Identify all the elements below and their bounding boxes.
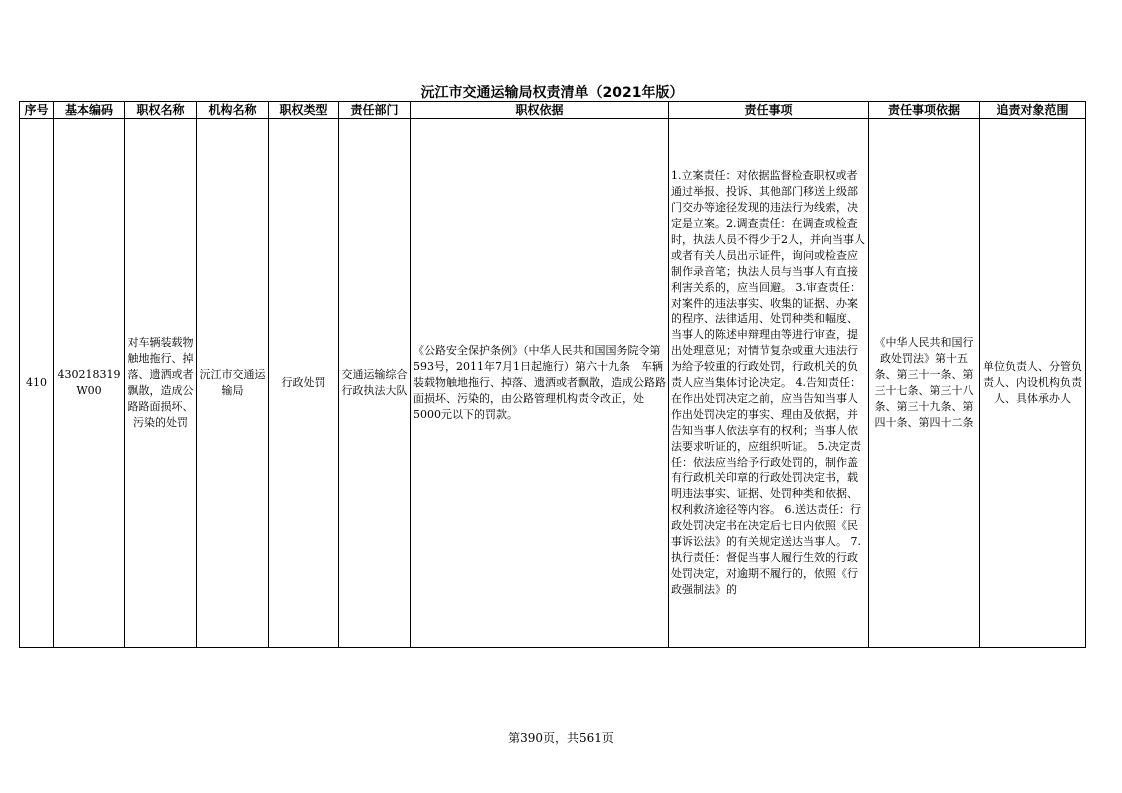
cell-code: 430218319W00 (54, 119, 125, 648)
header-index: 序号 (20, 102, 54, 119)
cell-department: 交通运输综合行政执法大队 (339, 119, 411, 648)
cell-agency: 沅江市交通运输局 (197, 119, 269, 648)
header-basis: 职权依据 (411, 102, 669, 119)
header-power-name: 职权名称 (125, 102, 197, 119)
table-row (20, 119, 1086, 648)
cell-power-name: 对车辆装载物触地拖行、掉落、遗洒或者飘散，造成公路路面损坏、污染的处罚 (125, 119, 197, 648)
cell-index: 410 (20, 119, 54, 648)
page-title: 沅江市交通运输局权责清单（2021年版） (420, 85, 684, 101)
header-agency: 机构名称 (197, 102, 269, 119)
cell-basis: 《公路安全保护条例》（中华人民共和国国务院令第593号，2011年7月1日起施行）第六十九条 车辆装载物触地拖行、掉落、遗洒或者飘散，造成公路路面损坏、污染的，由公路管理机构责令改正，处5000元以下的罚款。 (411, 119, 669, 648)
page-number: 第390页，共561页 (508, 731, 614, 745)
cell-duties: 1.立案责任：对依据监督检查职权或者通过举报、投诉、其他部门移送上级部门交办等途径发现的违法行为线索，决定是立案。2.调查责任：在调查或检查时，执法人员不得少于2人，并向当事人或者有关人员出示证件，询问或检查应制作录音笔；执法人员与当事人有直接利害关系的，应当回避。 3.审查责任：对案件的违法事实、收集的证据、办案的程序、法律适用、处罚种类和幅度、当事人的陈述申辩理由等进行审查，提出处理意见；对情节复杂或重大违法行为给予较重的行政处罚，行政机关的负责人应当集体讨论决定。 4.告知责任：在作出处罚决定之前，应当告知当事人作出处罚决定的事实、理由及依据，并告知当事人依法享有的权利；当事人依法要求听证的，应组织听证。 5.决定责任：依法应当给予行政处罚的，制作盖有行政机关印章的行政处罚决定书，载明违法事实、证据、处罚种类和依据、权利救济途径等内容。 6.送达责任：行政处罚决定书在决定后七日内依照《民事诉讼法》的有关规定送达当事人。 7.执行责任：督促当事人履行生效的行政处罚决定，对逾期不履行的，依照《行政强制法》的 (669, 119, 869, 648)
cell-power-type: 行政处罚 (269, 119, 339, 648)
responsibility-table (19, 101, 1086, 648)
header-power-type: 职权类型 (269, 102, 339, 119)
header-department: 责任部门 (339, 102, 411, 119)
header-duties: 责任事项 (669, 102, 869, 119)
header-duty-basis: 责任事项依据 (869, 102, 980, 119)
header-accountability: 追责对象范围 (980, 102, 1086, 119)
cell-duty-basis: 《中华人民共和国行政处罚法》第十五条、第三十一条、第三十七条、第三十八条、第三十九条、第四十条、第四十二条 (869, 119, 980, 648)
table-header-row (20, 102, 1086, 119)
cell-accountability: 单位负责人、分管负责人、内设机构负责人、具体承办人 (980, 119, 1086, 648)
header-code: 基本编码 (54, 102, 125, 119)
